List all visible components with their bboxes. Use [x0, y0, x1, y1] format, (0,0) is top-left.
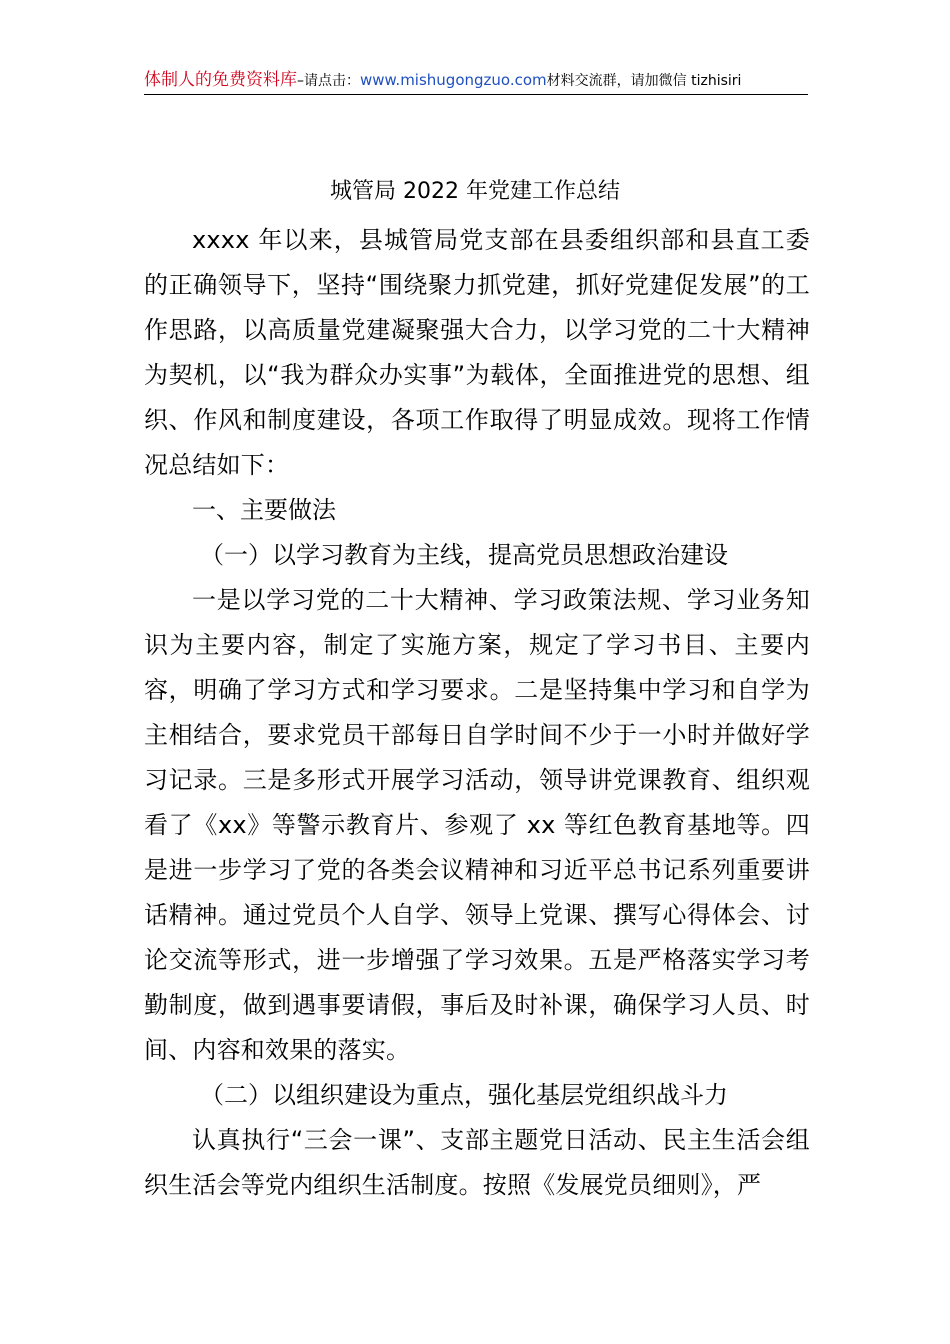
- page-header: [144, 66, 808, 95]
- subsection-heading-2: （二）以组织建设为重点，强化基层党组织战斗力: [200, 1081, 728, 1109]
- document-body: [144, 218, 810, 1208]
- document-title: 城管局 2022 年党建工作总结: [330, 179, 620, 204]
- section-heading: 一、主要做法: [192, 496, 336, 524]
- header-site-link[interactable]: www.mishugongzuo.com: [360, 71, 547, 89]
- subsection-1-paragraph: 一是以学习党的二十大精神、学习政策法规、学习业务知识为主要内容，制定了实施方案，规定了学习书目、主要内容，明确了学习方式和学习要求。二是坚持集中学习和自学为主相结合，要求党员干部每日自学时间不少于一小时并做好学习记录。三是多形式开展学习活动，领导讲党课教育、组织观看了《xx》等警示教育片、参观了 xx 等红色教育基地等。四是进一步学习了党的各类会议精神和习近平总书记系列重要讲话精神。通过党员个人自学、领导上党课、撰写心得体会、讨论交流等形式，进一步增强了学习效果。五是严格落实学习考勤制度，做到遇事要请假，事后及时补课，确保学习人员、时间、内容和效果的落实。: [144, 586, 810, 1064]
- subsection-2-paragraph: 认真执行“三会一课”、支部主题党日活动、民主生活会组织生活会等党内组织生活制度。按照《发展党员细则》，严: [144, 1126, 810, 1199]
- header-brand: 体制人的免费资料库: [144, 70, 297, 90]
- subsection-heading-1: （一）以学习教育为主线，提高党员思想政治建设: [200, 541, 728, 569]
- header-tail-text: 材料交流群，请加微信 tizhisiri: [546, 73, 742, 89]
- header-click-text: –请点击：: [297, 73, 360, 89]
- intro-paragraph: xxxx 年以来，县城管局党支部在县委组织部和县直工委的正确领导下，坚持“围绕聚力抓党建，抓好党建促发展”的工作思路，以高质量党建凝聚强大合力，以学习党的二十大精神为契机，以“我为群众办实事”为载体，全面推进党的思想、组织、作风和制度建设，各项工作取得了明显成效。现将工作情况总结如下：: [144, 226, 810, 479]
